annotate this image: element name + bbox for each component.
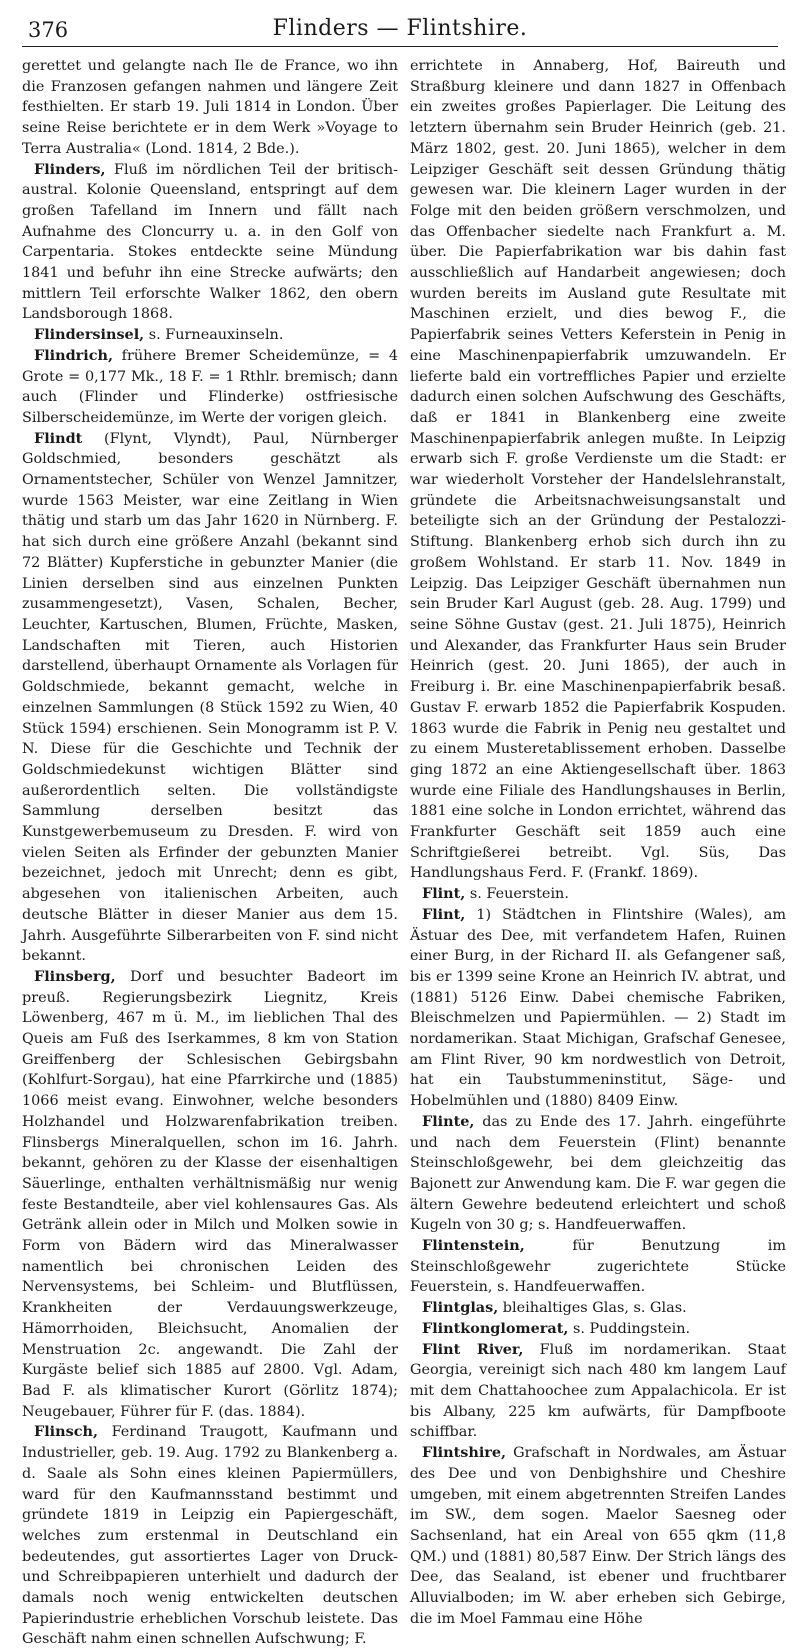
entry-lemma: Flindersinsel, — [34, 326, 145, 344]
entry-lemma: Flintshire, — [422, 1444, 507, 1462]
entry-paragraph — [410, 905, 786, 1112]
entry-text: 1) Städtchen in Flintshire (Wales), am Ästuar des Dee, mit verfandetem Hafen, Ruinen einer Burg, in der Richard II. als Gefangener saß, bis er 1399 seine Krone an Heinrich IV. abtrat, und (1881) 5126 Einw. Dabei chemische Fabriken, Bleischmelzen und Papiermühlen. — 2) Stadt im nordamerikan. Staat Michigan, Grafschaf Genesee, am Flint River, 90 km nordwestlich von Detroit, hat ein Taubstummeninstitut, Säge- und Hobelmühlen und (1880) 8409 Einw. — [410, 906, 786, 1110]
entry-text: s. Furneauxinseln. — [144, 327, 284, 344]
page-header — [22, 12, 778, 47]
page-number: 376 — [28, 18, 69, 42]
entry-text: das zu Ende des 17. Jahrh. eingeführte und nach dem Feuerstein (Flint) benannte Steinschloßgewehr, bei dem gleichzeitig das Bajonett zur Anwendung kam. Die F. war gegen die ältern Gewehre bedeutend erleichtert und schoß Kugeln von 30 g; s. Handfeuerwaffen. — [410, 1113, 787, 1234]
entry-text: Dorf und besuchter Badeort im preuß. Regierungsbezirk Liegnitz, Kreis Löwenberg, 467 m ü. M., im lieblichen Thal des Queis am Fuß des Iserkammes, 8 km von Station Greiffenberg der Schlesischen Gebirgsbahn (Kohlfurt-Sorgau), hat eine Pfarrkirche und (1885) 1066 meist evang. Einwohner, welche besonders Holzhandel und Holzwarenfabrikation treiben. Flinsbergs Mineralquellen, schon im 16. Jahrh. bekannt, gehören zu der Klasse der eisenhaltigen Säuerlinge, enthalten verhältnismäßig nur wenig feste Bestandteile, aber viel kohlensaures Gas. Als Getränk allein oder in Milch und Molken sowie in Form von Bädern wird das Mineralwasser namentlich bei chronischen Leiden des Nervensystems, bei Schleim- und Blutflüssen, Krankheiten der Verdauungswerkzeuge, Hämorrhoiden, Bleichsucht, Anomalien der Menstruation 2c. angewandt. Die Zahl der Kurgäste belief sich 1885 auf 2800. Vgl. Adam, Bad F. als klimatischer Kurort (Görlitz 1874); Neugebauer, Führer für F. (das. 1884). — [22, 968, 398, 1420]
entry-lemma: Flintglas, — [422, 1299, 499, 1317]
entry-lemma: Flintkonglomerat, — [422, 1319, 569, 1337]
entry-lemma: Flintenstein, — [422, 1237, 525, 1255]
entry-paragraph — [410, 1236, 786, 1298]
entry-text: Ferdinand Traugott, Kaufmann und Industrieller, geb. 19. Aug. 1792 zu Blankenberg a. d. Saale als Sohn eines kleinen Papiermüllers, ward für den Kaufmannsstand bestimmt und gründete 1819 in Leipzig ein Papiergeschäft, welches zum erstenmal in Deutschland ein bedeutendes, gut assortiertes Lager von Druck- und Schreibpapieren unterhielt und dadurch der damals noch wenig entwickelten deutschen Papierindustrie erheblichen Vorschub leistete. Das Geschäft nahm einen schnellen Aufschwung; F. — [22, 1424, 398, 1648]
entry-text: für Benutzung im Steinschloßgewehr zugerichtete Stücke Feuerstein, s. Handfeuerwaffen. — [410, 1238, 786, 1296]
entry-lemma: Flint River, — [422, 1340, 524, 1358]
entry-paragraph — [410, 1112, 786, 1236]
entry-lemma: Flinders, — [34, 160, 106, 178]
entry-text: s. Puddingstein. — [568, 1320, 691, 1337]
entry-text: s. Feuerstein. — [465, 886, 569, 903]
entry-paragraph — [22, 1422, 398, 1650]
entry-text: (Flynt, Vlyndt), Paul, Nürnberger Goldschmied, besonders geschätzt als Ornamentstecher, Schüler von Wenzel Jamnitzer, wurde 1563 Meister, war eine Zeitlang in Wien thätig und starb um das Jahr 1620 in Nürnberg. F. hat sich durch eine größere Anzahl (bekannt sind 72 Blätter) Kupferstiche in gebunzter Manier (die Linien derselben sind aus einzelnen Punkten zusammengesetzt), Vasen, Schalen, Becher, Leuchter, Kartuschen, Blumen, Früchte, Masken, Landschaften mit Tieren, auch Historien darstellend, überhaupt Ornamente als Vorlagen für Goldschmiede, bekannt gemacht, welche in einzelnen Sammlungen (8 Stück 1592 zu Wien, 40 Stück 1594) erschienen. Sein Monogramm ist P. V. N. Diese für die Geschichte und Technik der Goldschmiedekunst wichtigen Blätter sind außerordentlich selten. Die vollständigste Sammlung derselben besitzt das Kunstgewerbemuseum zu Dresden. F. wird von vielen Seiten als Erfinder der gebunzten Manier bezeichnet, jedoch mit Unrecht; denn es gibt, abgesehen von italienischen Arbeiten, auch deutsche Blätter in dieser Manier aus dem 15. Jahrh. Ausgeführte Silberarbeiten von F. sind nicht bekannt. — [22, 430, 398, 965]
entry-lemma: Flindt — [34, 429, 83, 447]
entry-paragraph — [22, 346, 398, 429]
entry-text: Fluß im nordamerikan. Staat Georgia, vereinigt sich nach 480 km langem Lauf mit dem Chattahoochee zum Appalachicola. Er ist bis Albany, 225 km aufwärts, für Dampfboote schiffbar. — [410, 1341, 786, 1441]
entry-lemma: Flinsch, — [34, 1423, 98, 1441]
right-column — [410, 56, 787, 1627]
entry-lemma: Flindrich, — [34, 346, 113, 364]
entry-lemma: Flinte, — [422, 1112, 475, 1130]
entry-text: Fluß im nördlichen Teil der britisch-austral. Kolonie Queensland, entspringt auf dem großen Tafelland im Innern und fällt nach Aufnahme des Cloncurry u. a. in den Golf von Carpentaria. Stokes entdeckte seine Mündung 1841 und befuhr ihn eine Strecke aufwärts; den mittlern Teil erforschte Walker 1862, den obern Landsborough 1868. — [22, 161, 398, 323]
entry-paragraph — [22, 967, 398, 1422]
entry-paragraph — [22, 160, 398, 326]
running-title: Flinders — Flintshire. — [272, 16, 528, 41]
entry-paragraph — [410, 56, 786, 884]
entry-paragraph — [410, 1298, 786, 1319]
entry-paragraph — [410, 1340, 786, 1444]
entry-paragraph — [22, 56, 398, 160]
entry-paragraph — [410, 1443, 786, 1629]
entry-paragraph — [410, 884, 786, 905]
entry-text: bleihaltiges Glas, s. Glas. — [498, 1300, 687, 1317]
entry-text: Grafschaft in Nordwales, am Ästuar des Dee und von Denbighshire und Cheshire umgeben, mit einem abgetrennten Streifen Landes im SW., dem sogen. Maelor Saesneg oder Sachsenland, hat ein Areal von 655 qkm (11,8 QM.) und (1881) 80,587 Einw. Der Strich längs des Dee, das Sealand, ist ebener und fruchtbarer Alluvialboden; im W. aber erheben sich Gebirge, die im Moel Fammau eine Höhe — [410, 1445, 786, 1627]
entry-lemma: Flinsberg, — [34, 967, 116, 985]
entry-paragraph — [22, 325, 398, 346]
entry-text: frühere Bremer Scheidemünze, = 4 Grote = 0,177 Mk., 18 F. = 1 Rthlr. bremisch; dann auch (Flinder und Flinderke) ostfriesische Silberscheidemünze, im Werte der vorigen gleich. — [22, 347, 398, 426]
entry-text: gerettet und gelangte nach Ile de France, wo ihn die Franzosen gefangen nahmen und längere Zeit festhielten. Er starb 19. Juli 1814 in London. Über seine Reise berichtete er in dem Werk »Voyage to Terra Australia« (Lond. 1814, 2 Bde.). — [22, 58, 398, 157]
entry-lemma: Flint, — [422, 905, 466, 923]
entry-lemma: Flint, — [422, 885, 466, 903]
entry-text: errichtete in Annaberg, Hof, Baireuth und Straßburg kleinere und dann 1827 in Offenbach ein zweites großes Papierlager. Die Leitung des letztern übernahm sein Bruder Heinrich (geb. 21. März 1802, gest. 20. Juni 1865), welcher in dem Leipziger Geschäft seit dessen Gründung thätig gewesen war. Die kleinern Lager wurden in der Folge mit den beiden größern verschmolzen, und das Offenbacher siedelte nach Frankfurt a. M. über. Die Papierfabrikation war bis dahin fast ausschließlich auf Handarbeit angewiesen; doch wurden bereits im Ausland gute Resultate mit Maschinen erzielt, und dies bewog F., die Papierfabrik seines Vetters Keferstein in Penig in eine Maschinenpapierfabrik umzuwandeln. Er lieferte bald ein vortreffliches Papier und erzielte dadurch einen solchen Aufschwung des Geschäfts, daß er 1841 in Blankenberg eine zweite Maschinenpapierfabrik anlegen mußte. In Leipzig erwarb sich F. große Verdienste um die Stadt: er war wiederholt Vorsteher der Handelslehranstalt, gründete die Arbeitsnachweisungsanstalt und beteiligte sich an der Gründung der Pestalozzi-Stiftung. Blankenberg erhob sich durch ihn zu großem Wohlstand. Er starb 11. Nov. 1849 in Leipzig. Das Leipziger Geschäft übernahmen nun sein Bruder Karl August (geb. 28. Aug. 1799) und seine Söhne Gustav (gest. 21. Juli 1875), Heinrich und Alexander, das Frankfurter Haus sein Bruder Heinrich (gest. 20. Juni 1865), der auch in Freiburg i. Br. eine Maschinenpapierfabrik besaß. Gustav F. erwarb 1852 die Papierfabrik Kospuden. 1863 wurde die Fabrik in Penig neu gestaltet und zu einem Musteretablissement erhoben. Dasselbe ging 1872 an eine Aktiengesellschaft über. 1863 wurde eine Filiale des Handlungshauses in Berlin, 1881 eine solche in London errichtet, während das Frankfurter Geschäft seit 1859 auch eine Schriftgießerei betreibt. Vgl. Süs, Das Handlungshaus Ferd. F. (Frankf. 1869). — [410, 58, 786, 882]
entry-paragraph — [22, 429, 398, 967]
left-column — [22, 56, 398, 1648]
entry-paragraph — [410, 1319, 786, 1340]
